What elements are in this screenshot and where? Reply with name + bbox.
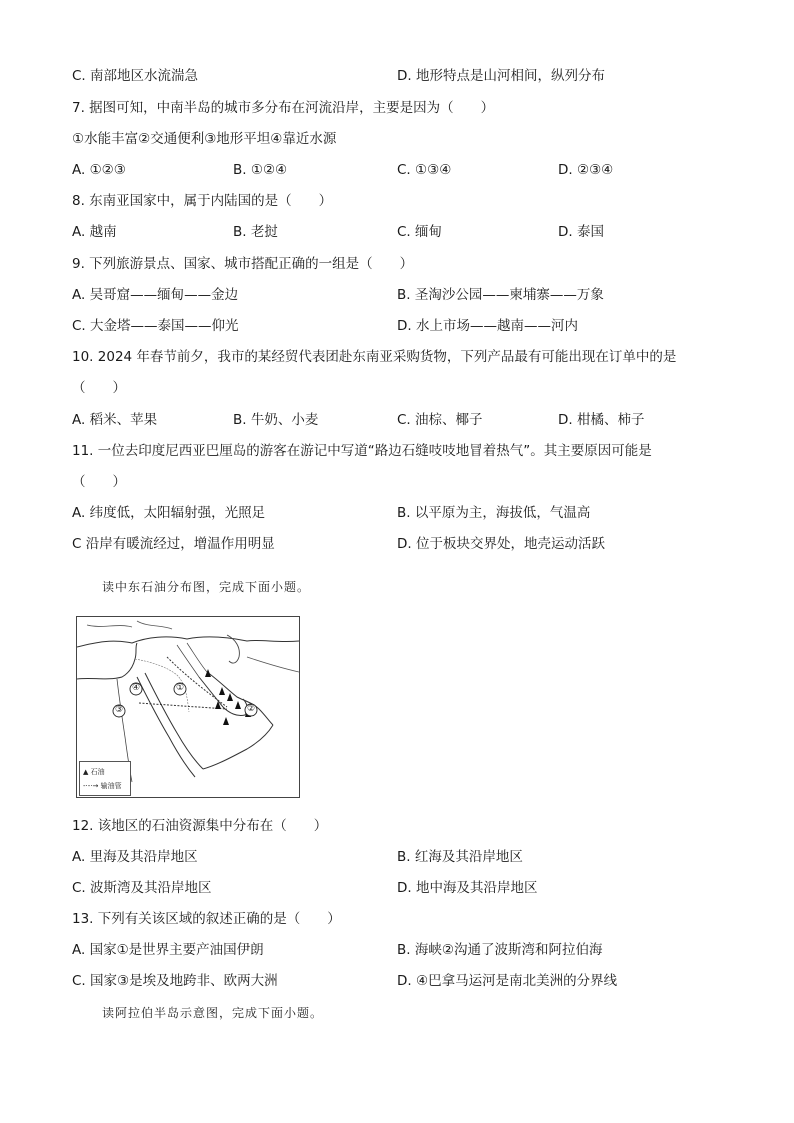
q13-option-b: B. 海峡②沟通了波斯湾和阿拉伯海 bbox=[397, 942, 603, 958]
map-intro-arabian-peninsula: 读阿拉伯半岛示意图，完成下面小题。 bbox=[102, 1006, 324, 1020]
map-label-3: ③ bbox=[115, 705, 124, 715]
q9-stem: 9. 下列旅游景点、国家、城市搭配正确的一组是（ ） bbox=[72, 256, 414, 272]
middle-east-oil-map bbox=[76, 616, 300, 798]
map-label-2: ② bbox=[247, 704, 256, 714]
oil-legend-icon: ▲ bbox=[83, 768, 89, 776]
tigris-euphrates bbox=[177, 643, 207, 677]
map-intro-middle-east: 读中东石油分布图，完成下面小题。 bbox=[102, 580, 311, 594]
q12-option-c: C. 波斯湾及其沿岸地区 bbox=[72, 880, 212, 896]
q8-option-a: A. 越南 bbox=[72, 224, 117, 240]
coastline-egypt bbox=[77, 643, 137, 679]
q10-bracket: （ ） bbox=[72, 380, 126, 396]
persian-gulf-east bbox=[207, 672, 273, 725]
q7-option-b: B. ①②④ bbox=[233, 162, 288, 178]
q12-option-a: A. 里海及其沿岸地区 bbox=[72, 849, 198, 865]
q9-option-b: B. 圣淘沙公园——柬埔寨——万象 bbox=[397, 287, 604, 303]
q10-option-a: A. 稻米、苹果 bbox=[72, 412, 158, 428]
map-label-4: ④ bbox=[132, 683, 141, 693]
q12-option-b: B. 红海及其沿岸地区 bbox=[397, 849, 523, 865]
coastline-europe bbox=[87, 621, 172, 629]
q13-option-d: D. ④巴拿马运河是南北美洲的分界线 bbox=[397, 973, 618, 989]
arabia-south-coast bbox=[203, 725, 273, 769]
q13-option-a: A. 国家①是世界主要产油国伊朗 bbox=[72, 942, 264, 958]
q9-option-d: D. 水上市场——越南——河内 bbox=[397, 318, 578, 334]
legend-oil-label: 石油 bbox=[90, 768, 105, 776]
q11-option-b: B. 以平原为主，海拔低，气温高 bbox=[397, 505, 591, 521]
q11-option-c: C 沿岸有暖流经过，增温作用明显 bbox=[72, 536, 275, 552]
q12-stem: 12. 该地区的石油资源集中分布在（ ） bbox=[72, 818, 328, 834]
legend-pipeline bbox=[83, 782, 122, 791]
persian-gulf-west bbox=[199, 677, 247, 716]
map-label-1: ① bbox=[176, 683, 185, 693]
q10-option-d: D. 柑橘、柿子 bbox=[558, 412, 645, 428]
oil-symbols bbox=[205, 669, 251, 725]
q8-option-c: C. 缅甸 bbox=[397, 224, 443, 240]
q6-option-d: D. 地形特点是山河相间，纵列分布 bbox=[397, 68, 605, 84]
coastline-north bbox=[77, 637, 299, 647]
q7-option-a: A. ①②③ bbox=[72, 162, 126, 178]
pipeline-legend-icon: -·-·→ bbox=[83, 782, 99, 790]
q13-stem: 13. 下列有关该区域的叙述正确的是（ ） bbox=[72, 911, 341, 927]
red-sea-west bbox=[137, 677, 195, 777]
q8-option-b: B. 老挝 bbox=[233, 224, 278, 240]
q11-option-a: A. 纬度低，太阳辐射强，光照足 bbox=[72, 505, 266, 521]
q8-stem: 8. 东南亚国家中，属于内陆国的是（ ） bbox=[72, 193, 333, 209]
q10-stem: 10. 2024 年春节前夕，我市的某经贸代表团赴东南亚采购货物，下列产品最有可能出现在订单中的是 bbox=[72, 349, 677, 365]
q7-option-d: D. ②③④ bbox=[558, 162, 614, 178]
q6-option-c: C. 南部地区水流湍急 bbox=[72, 68, 199, 84]
border-east bbox=[247, 657, 299, 672]
q13-option-c: C. 国家③是埃及地跨非、欧两大洲 bbox=[72, 973, 278, 989]
legend-oil bbox=[83, 768, 105, 777]
q8-option-d: D. 泰国 bbox=[558, 224, 604, 240]
q11-bracket: （ ） bbox=[72, 474, 126, 490]
q11-option-d: D. 位于板块交界处，地壳运动活跃 bbox=[397, 536, 605, 552]
q7-sub-items: ①水能丰富②交通便利③地形平坦④靠近水源 bbox=[72, 131, 337, 147]
q9-option-c: C. 大金塔——泰国——仰光 bbox=[72, 318, 239, 334]
q9-option-a: A. 吴哥窟——缅甸——金边 bbox=[72, 287, 239, 303]
q10-option-c: C. 油棕、椰子 bbox=[397, 412, 483, 428]
pipeline-2 bbox=[167, 657, 227, 707]
legend-pipeline-label: 输油管 bbox=[100, 782, 122, 790]
q7-option-c: C. ①③④ bbox=[397, 162, 452, 178]
q12-option-d: D. 地中海及其沿岸地区 bbox=[397, 880, 538, 896]
q7-stem: 7. 据图可知，中南半岛的城市多分布在河流沿岸，主要是因为（ ） bbox=[72, 100, 495, 116]
q11-stem: 11. 一位去印度尼西亚巴厘岛的游客在游记中写道“路边石缝吱吱地冒着热气”。其主要原因可能是 bbox=[72, 443, 652, 459]
map-legend bbox=[79, 761, 131, 796]
q10-option-b: B. 牛奶、小麦 bbox=[233, 412, 319, 428]
